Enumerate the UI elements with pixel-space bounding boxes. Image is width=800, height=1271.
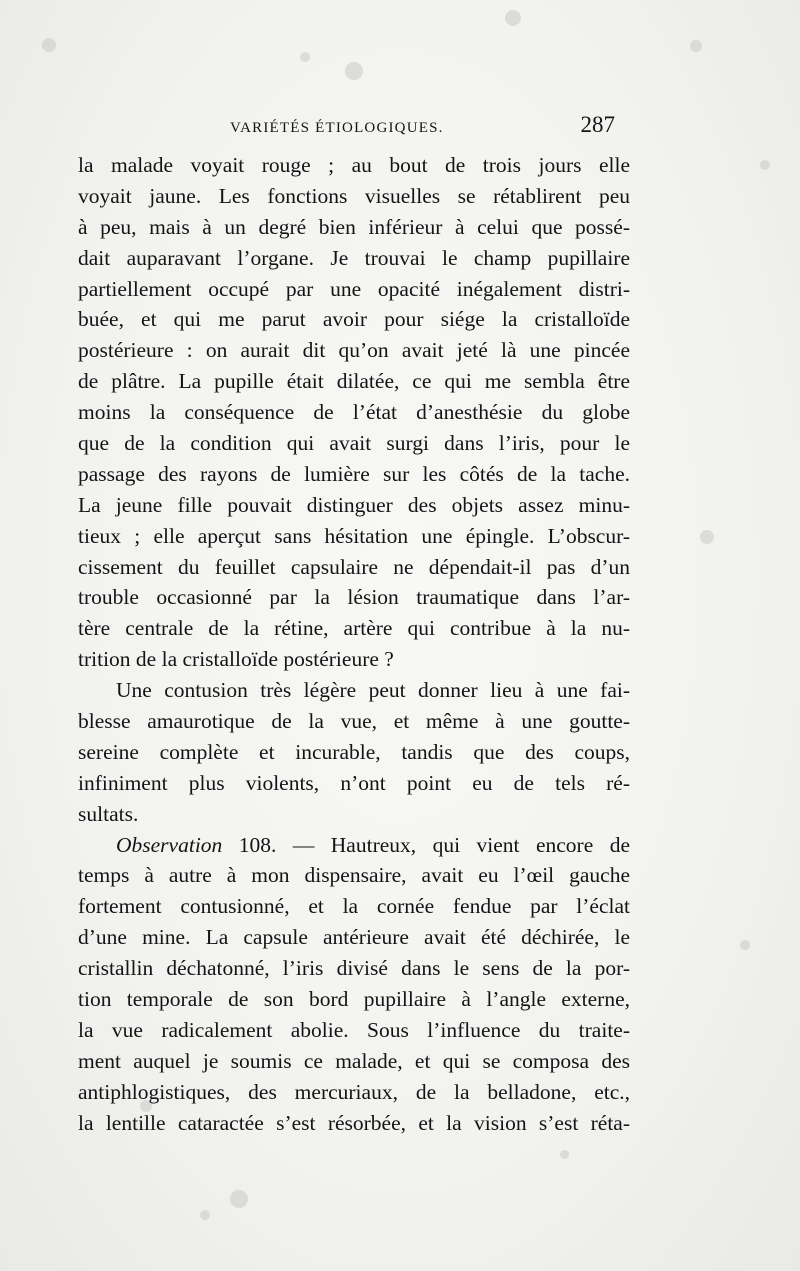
body-text	[78, 150, 630, 1139]
text-line: cristallin déchatonné, l’iris divisé dans le sens de la por-	[78, 956, 630, 981]
text-line: cissement du feuillet capsulaire ne dépendait-il pas d’un	[78, 554, 630, 579]
text-line: temps à autre à mon dispensaire, avait eu l’œil gauche	[78, 863, 630, 888]
paragraph-start-line: Une contusion très légère peut donner lieu à une fai-	[116, 678, 630, 703]
paper-speck	[505, 10, 521, 26]
paper-speck	[345, 62, 363, 80]
text-line: ment auquel je soumis ce malade, et qui se composa des	[78, 1048, 630, 1073]
text-line: la vue radicalement abolie. Sous l’influence du traite-	[78, 1017, 630, 1042]
text-line: buée, et qui me parut avoir pour siége la cristalloïde	[78, 307, 630, 332]
paper-speck	[230, 1190, 248, 1208]
text-line: trition de la cristalloïde postérieure ?	[78, 647, 394, 672]
text-line: tion temporale de son bord pupillaire à l’angle externe,	[78, 987, 630, 1012]
text-line: sereine complète et incurable, tandis que des coups,	[78, 739, 630, 764]
running-head: VARIÉTÉS ÉTIOLOGIQUES.	[230, 120, 444, 136]
paper-speck	[740, 940, 750, 950]
text-line: dait auparavant l’organe. Je trouvai le champ pupillaire	[78, 245, 630, 270]
text-line: d’une mine. La capsule antérieure avait été déchirée, le	[78, 925, 630, 950]
text-line: moins la conséquence de l’état d’anesthésie du globe	[78, 400, 630, 425]
text-line: fortement contusionné, et la cornée fendue par l’éclat	[78, 894, 630, 919]
text-line: trouble occasionné par la lésion traumatique dans l’ar-	[78, 585, 630, 610]
observation-heading-line	[78, 830, 630, 861]
text-line: partiellement occupé par une opacité inégalement distri-	[78, 276, 630, 301]
text-line: que de la condition qui avait surgi dans l’iris, pour le	[78, 431, 630, 456]
paper-speck	[200, 1210, 210, 1220]
text-line: la malade voyait rouge ; au bout de trois jours elle	[78, 153, 630, 177]
paper-speck	[700, 530, 714, 544]
text-line: passage des rayons de lumière sur les côtés de la tache.	[78, 461, 630, 486]
paper-speck	[760, 160, 770, 170]
page-header	[80, 112, 620, 140]
paper-speck	[42, 38, 56, 52]
paper-speck	[560, 1150, 569, 1159]
text-line: infiniment plus violents, n’ont point eu de tels ré-	[78, 770, 630, 795]
text-line: sultats.	[78, 801, 139, 826]
text-line: tieux ; elle aperçut sans hésitation une épingle. L’obscur-	[78, 523, 630, 548]
observation-label: Observation	[116, 832, 223, 857]
observation-first-line-text: 108. — Hautreux, qui vient encore de	[222, 832, 630, 857]
text-line: la lentille cataractée s’est résorbée, et la vision s’est réta-	[78, 1110, 630, 1135]
text-line: La jeune fille pouvait distinguer des objets assez minu-	[78, 492, 630, 517]
paper-speck	[690, 40, 702, 52]
text-line: blesse amaurotique de la vue, et même à une goutte-	[78, 709, 630, 734]
text-line: antiphlogistiques, des mercuriaux, de la belladone, etc.,	[78, 1079, 630, 1104]
text-line: postérieure : on aurait dit qu’on avait jeté là une pincée	[78, 338, 630, 363]
page-number: 287	[580, 112, 615, 137]
text-line: tère centrale de la rétine, artère qui contribue à la nu-	[78, 616, 630, 641]
text-line: de plâtre. La pupille était dilatée, ce qui me sembla être	[78, 369, 630, 394]
paper-speck	[300, 52, 310, 62]
text-line: à peu, mais à un degré bien inférieur à celui que possé-	[78, 214, 630, 239]
text-line: voyait jaune. Les fonctions visuelles se rétablirent peu	[78, 183, 630, 208]
